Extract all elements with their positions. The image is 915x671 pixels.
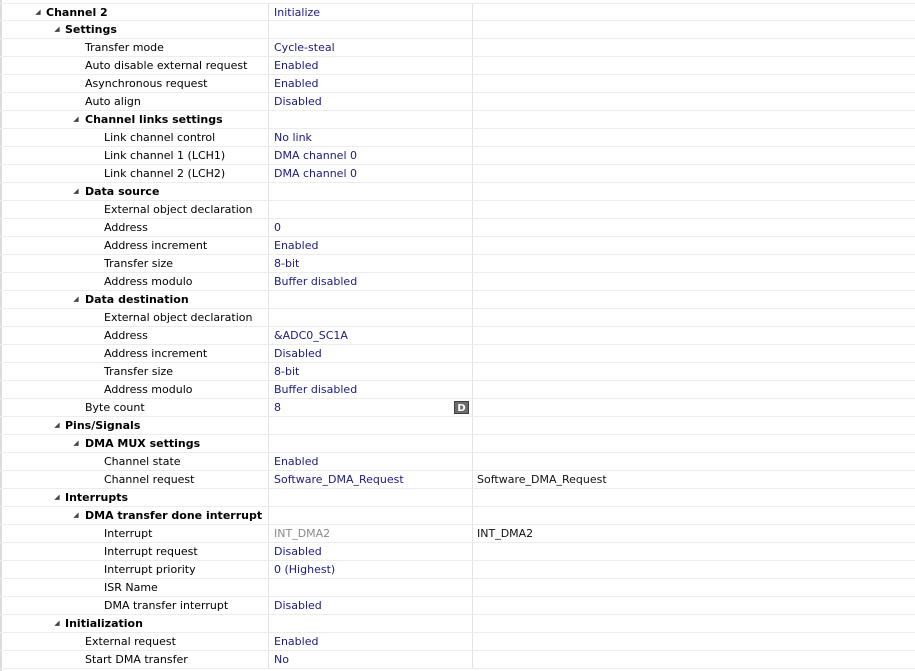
- property-value[interactable]: 8: [274, 401, 281, 414]
- property-value[interactable]: 8-bit: [274, 257, 300, 270]
- property-detail-cell: [472, 237, 915, 254]
- property-detail-cell: [472, 489, 915, 506]
- property-value[interactable]: Disabled: [274, 95, 322, 108]
- property-row[interactable]: [0, 651, 915, 669]
- property-detail-cell: [472, 147, 915, 164]
- property-detail-cell: [472, 543, 915, 560]
- property-detail: [472, 599, 477, 612]
- property-value[interactable]: DMA channel 0: [274, 149, 358, 162]
- property-row[interactable]: [0, 255, 915, 273]
- property-detail: [472, 6, 477, 19]
- property-name-cell: [0, 345, 267, 362]
- group-label: Initialization: [65, 617, 143, 630]
- property-value[interactable]: Enabled: [274, 77, 319, 90]
- property-label: Address increment: [104, 347, 208, 360]
- property-name-cell: [0, 237, 267, 254]
- property-detail: [472, 581, 477, 594]
- property-detail: [472, 95, 477, 108]
- property-value[interactable]: 8-bit: [274, 365, 300, 378]
- property-name-cell: [0, 183, 267, 200]
- group-label: DMA MUX settings: [85, 437, 201, 450]
- tree-group-row[interactable]: [0, 111, 915, 129]
- property-label: Transfer size: [104, 365, 174, 378]
- property-value[interactable]: &ADC0_SC1A: [274, 329, 348, 342]
- property-row[interactable]: [0, 57, 915, 75]
- property-name-cell: [0, 597, 267, 614]
- property-name-cell: [0, 21, 267, 38]
- property-value-cell[interactable]: [268, 543, 473, 560]
- property-label: Address modulo: [104, 275, 193, 288]
- property-name-cell: [0, 219, 267, 236]
- property-name-cell: [0, 651, 267, 668]
- property-value[interactable]: Buffer disabled: [274, 383, 358, 396]
- property-label: Auto align: [85, 95, 141, 108]
- property-label: Byte count: [85, 401, 145, 414]
- property-detail-cell: [472, 561, 915, 578]
- property-row[interactable]: [0, 561, 915, 579]
- expand-toggle-icon[interactable]: ◢: [73, 115, 79, 123]
- property-row[interactable]: [0, 579, 915, 597]
- property-name-cell: [0, 111, 267, 128]
- property-value[interactable]: [269, 113, 274, 126]
- property-detail: [472, 383, 477, 396]
- property-value[interactable]: 0: [274, 221, 281, 234]
- expand-toggle-icon[interactable]: ◢: [54, 619, 60, 627]
- property-detail: [472, 455, 477, 468]
- property-name-cell: [0, 201, 267, 218]
- property-detail-cell: [472, 183, 915, 200]
- expand-toggle-icon[interactable]: ◢: [73, 439, 79, 447]
- property-name-cell: [0, 381, 267, 398]
- property-label: Auto disable external request: [85, 59, 248, 72]
- tree-group-row[interactable]: [0, 21, 915, 39]
- property-label: Address: [104, 329, 148, 342]
- property-detail-cell: [472, 615, 915, 632]
- group-label: Channel 2: [46, 6, 108, 19]
- property-row[interactable]: [0, 363, 915, 381]
- property-label: Channel state: [104, 455, 181, 468]
- property-row[interactable]: [0, 219, 915, 237]
- property-row[interactable]: [0, 237, 915, 255]
- property-value-cell[interactable]: [268, 4, 473, 21]
- property-value[interactable]: Initialize: [274, 6, 321, 19]
- property-value-cell[interactable]: [268, 309, 473, 326]
- group-label: Interrupts: [65, 491, 129, 504]
- property-value-cell[interactable]: [268, 363, 473, 380]
- property-detail-cell: [472, 309, 915, 326]
- property-detail-cell: [472, 291, 915, 308]
- property-detail-cell: [472, 273, 915, 290]
- property-label: Address increment: [104, 239, 208, 252]
- property-value[interactable]: [269, 311, 274, 324]
- tree-group-row[interactable]: [0, 507, 915, 525]
- property-name-cell: [0, 291, 267, 308]
- property-value-cell[interactable]: [268, 219, 473, 236]
- group-label: DMA transfer done interrupt: [85, 509, 263, 522]
- property-value-cell[interactable]: [268, 255, 473, 272]
- property-detail-cell: [472, 579, 915, 596]
- property-detail-cell: [472, 255, 915, 272]
- property-name-cell: [0, 561, 267, 578]
- property-row[interactable]: [0, 147, 915, 165]
- property-name-cell: [0, 417, 267, 434]
- property-detail: [472, 329, 477, 342]
- property-name-cell: [0, 633, 267, 650]
- property-label: Start DMA transfer: [85, 653, 188, 666]
- property-value-cell[interactable]: [268, 237, 473, 254]
- property-value-cell[interactable]: [268, 165, 473, 182]
- property-label: Interrupt priority: [104, 563, 196, 576]
- expand-toggle-icon[interactable]: ◢: [54, 25, 60, 33]
- property-detail: [472, 59, 477, 72]
- property-detail-cell: [472, 201, 915, 218]
- property-detail-cell: [472, 39, 915, 56]
- property-label: Link channel 2 (LCH2): [104, 167, 226, 180]
- property-value[interactable]: [269, 23, 274, 36]
- property-name-cell: [0, 453, 267, 470]
- property-row[interactable]: [0, 399, 915, 417]
- property-label: External request: [85, 635, 176, 648]
- property-value[interactable]: Disabled: [274, 599, 322, 612]
- property-detail-cell: [472, 399, 915, 416]
- property-value[interactable]: [269, 509, 274, 522]
- property-value-cell[interactable]: [268, 579, 473, 596]
- property-row[interactable]: [0, 525, 915, 543]
- property-detail: [472, 437, 477, 450]
- property-detail-cell: [472, 525, 915, 542]
- property-detail: INT_DMA2: [477, 527, 534, 540]
- property-row[interactable]: [0, 309, 915, 327]
- property-value-cell[interactable]: [268, 129, 473, 146]
- property-name-cell: [0, 543, 267, 560]
- property-name-cell: [0, 327, 267, 344]
- property-detail-cell: [472, 4, 915, 21]
- property-name-cell: [0, 471, 267, 488]
- expand-toggle-icon[interactable]: ◢: [35, 8, 41, 16]
- property-name-cell: [0, 57, 267, 74]
- property-row[interactable]: [0, 201, 915, 219]
- group-label: Settings: [65, 23, 117, 36]
- property-name-cell: [0, 129, 267, 146]
- group-label: Data destination: [85, 293, 189, 306]
- property-detail: [472, 113, 477, 126]
- property-value[interactable]: Enabled: [274, 455, 319, 468]
- default-value-button[interactable]: D: [454, 401, 469, 414]
- property-name-cell: [0, 4, 267, 21]
- property-name-cell: [0, 489, 267, 506]
- property-label: ISR Name: [104, 581, 158, 594]
- property-detail: [472, 617, 477, 630]
- property-value-cell[interactable]: [268, 507, 473, 524]
- property-name-cell: [0, 435, 267, 452]
- property-detail-cell: [472, 633, 915, 650]
- property-value-cell[interactable]: [268, 57, 473, 74]
- property-value-cell[interactable]: [268, 93, 473, 110]
- property-value-cell[interactable]: [268, 39, 473, 56]
- property-name-cell: [0, 525, 267, 542]
- property-value-cell[interactable]: [268, 471, 473, 488]
- property-label: DMA transfer interrupt: [104, 599, 229, 612]
- property-detail: [472, 167, 477, 180]
- property-detail-cell: [472, 507, 915, 524]
- property-value-cell[interactable]: [268, 633, 473, 650]
- property-detail: [472, 239, 477, 252]
- property-grid: [0, 3, 915, 669]
- property-value-cell[interactable]: [268, 345, 473, 362]
- property-detail-cell: [472, 219, 915, 236]
- property-detail: [472, 257, 477, 270]
- property-detail: [472, 131, 477, 144]
- property-detail-cell: [472, 651, 915, 668]
- property-detail-cell: [472, 93, 915, 110]
- property-value-cell[interactable]: [268, 183, 473, 200]
- tree-group-row[interactable]: [0, 489, 915, 507]
- property-label: Transfer mode: [85, 41, 164, 54]
- property-value[interactable]: [269, 581, 274, 594]
- property-detail-cell: [472, 57, 915, 74]
- property-value[interactable]: [269, 617, 274, 630]
- property-detail-cell: [472, 75, 915, 92]
- property-detail: [472, 185, 477, 198]
- tree-group-row[interactable]: [0, 3, 915, 21]
- property-value[interactable]: Enabled: [274, 635, 319, 648]
- property-row[interactable]: [0, 453, 915, 471]
- property-detail: [472, 365, 477, 378]
- property-value-cell[interactable]: [268, 327, 473, 344]
- property-row[interactable]: [0, 273, 915, 291]
- property-name-cell: [0, 39, 267, 56]
- property-row[interactable]: [0, 93, 915, 111]
- property-row[interactable]: [0, 129, 915, 147]
- property-detail-cell: [472, 345, 915, 362]
- property-detail-cell: [472, 363, 915, 380]
- property-detail-cell: [472, 453, 915, 470]
- property-name-cell: [0, 363, 267, 380]
- property-value[interactable]: Software_DMA_Request: [274, 473, 404, 486]
- property-detail-cell: [472, 417, 915, 434]
- tree-group-row[interactable]: [0, 417, 915, 435]
- property-value[interactable]: Enabled: [274, 239, 319, 252]
- property-value[interactable]: [269, 437, 274, 450]
- property-value[interactable]: DMA channel 0: [274, 167, 358, 180]
- property-value[interactable]: [269, 491, 274, 504]
- property-detail-cell: [472, 111, 915, 128]
- property-label: External object declaration: [104, 311, 253, 324]
- tree-group-row[interactable]: [0, 183, 915, 201]
- property-detail-cell: [472, 327, 915, 344]
- property-detail: [472, 311, 477, 324]
- property-value[interactable]: Cycle-steal: [274, 41, 335, 54]
- property-value[interactable]: 0 (Highest): [274, 563, 336, 576]
- property-detail: [472, 221, 477, 234]
- property-value-cell[interactable]: [268, 489, 473, 506]
- property-detail-cell: [472, 597, 915, 614]
- property-value-cell[interactable]: [268, 597, 473, 614]
- property-name-cell: [0, 399, 267, 416]
- property-name-cell: [0, 165, 267, 182]
- property-label: Link channel 1 (LCH1): [104, 149, 226, 162]
- property-value[interactable]: No: [274, 653, 289, 666]
- property-detail: [472, 491, 477, 504]
- property-row[interactable]: [0, 471, 915, 489]
- group-label: Pins/Signals: [65, 419, 141, 432]
- property-detail: [472, 203, 477, 216]
- property-value-cell[interactable]: [268, 417, 473, 434]
- property-name-cell: [0, 507, 267, 524]
- property-label: Interrupt request: [104, 545, 198, 558]
- property-name-cell: [0, 147, 267, 164]
- property-label: Interrupt: [104, 527, 153, 540]
- property-detail: Software_DMA_Request: [477, 473, 607, 486]
- expand-toggle-icon[interactable]: ◢: [73, 511, 79, 519]
- property-name-cell: [0, 273, 267, 290]
- tree-group-row[interactable]: [0, 615, 915, 633]
- property-value-cell[interactable]: [268, 651, 473, 668]
- property-value[interactable]: [269, 419, 274, 432]
- tree-group-row[interactable]: [0, 291, 915, 309]
- property-detail: [472, 419, 477, 432]
- property-name-cell: [0, 309, 267, 326]
- group-label: Data source: [85, 185, 160, 198]
- property-detail: [472, 653, 477, 666]
- property-value[interactable]: No link: [274, 131, 312, 144]
- property-name-cell: [0, 579, 267, 596]
- expand-toggle-icon[interactable]: ◢: [73, 295, 79, 303]
- property-value-cell[interactable]: [268, 273, 473, 290]
- property-value-cell[interactable]: [268, 615, 473, 632]
- property-detail: [472, 401, 477, 414]
- property-row[interactable]: [0, 327, 915, 345]
- property-detail: [472, 563, 477, 576]
- property-value[interactable]: [269, 185, 274, 198]
- property-value-cell[interactable]: [268, 291, 473, 308]
- property-name-cell: [0, 93, 267, 110]
- property-label: Transfer size: [104, 257, 174, 270]
- property-detail: [472, 23, 477, 36]
- property-value-cell[interactable]: [268, 75, 473, 92]
- property-detail: [472, 149, 477, 162]
- property-value-cell[interactable]: [268, 525, 473, 542]
- property-row[interactable]: [0, 75, 915, 93]
- property-value-cell[interactable]: [268, 561, 473, 578]
- property-value[interactable]: INT_DMA2: [274, 527, 331, 540]
- property-label: Address: [104, 221, 148, 234]
- property-value[interactable]: Disabled: [274, 545, 322, 558]
- property-detail-cell: [472, 21, 915, 38]
- property-value-cell[interactable]: [268, 111, 473, 128]
- property-value-cell[interactable]: [268, 21, 473, 38]
- property-row[interactable]: [0, 165, 915, 183]
- property-value-cell[interactable]: [268, 453, 473, 470]
- property-name-cell: [0, 255, 267, 272]
- property-label: External object declaration: [104, 203, 253, 216]
- property-label: Channel request: [104, 473, 195, 486]
- property-value-cell[interactable]: [268, 381, 473, 398]
- property-row[interactable]: [0, 597, 915, 615]
- property-name-cell: [0, 75, 267, 92]
- property-row[interactable]: [0, 381, 915, 399]
- tree-group-row[interactable]: [0, 435, 915, 453]
- property-detail-cell: [472, 471, 915, 488]
- expand-toggle-icon[interactable]: ◢: [54, 493, 60, 501]
- property-detail-cell: [472, 129, 915, 146]
- property-value[interactable]: Enabled: [274, 59, 319, 72]
- property-value[interactable]: [269, 293, 274, 306]
- property-detail: [472, 275, 477, 288]
- property-detail: [472, 293, 477, 306]
- property-detail: [472, 347, 477, 360]
- property-row[interactable]: [0, 543, 915, 561]
- property-detail: [472, 635, 477, 648]
- property-value[interactable]: [269, 203, 274, 216]
- property-value-cell[interactable]: [268, 201, 473, 218]
- property-name-cell: [0, 615, 267, 632]
- property-value-cell[interactable]: [268, 147, 473, 164]
- property-detail: [472, 509, 477, 522]
- property-detail: [472, 41, 477, 54]
- property-label: Asynchronous request: [85, 77, 208, 90]
- property-detail-cell: [472, 435, 915, 452]
- property-row[interactable]: [0, 633, 915, 651]
- group-label: Channel links settings: [85, 113, 223, 126]
- property-value-cell[interactable]: [268, 399, 473, 416]
- property-detail: [472, 77, 477, 90]
- property-value-cell[interactable]: [268, 435, 473, 452]
- property-row[interactable]: [0, 39, 915, 57]
- property-value[interactable]: Buffer disabled: [274, 275, 358, 288]
- property-row[interactable]: [0, 345, 915, 363]
- property-label: Link channel control: [104, 131, 216, 144]
- property-detail: [472, 545, 477, 558]
- property-detail-cell: [472, 381, 915, 398]
- expand-toggle-icon[interactable]: ◢: [73, 187, 79, 195]
- property-value[interactable]: Disabled: [274, 347, 322, 360]
- property-detail-cell: [472, 165, 915, 182]
- expand-toggle-icon[interactable]: ◢: [54, 421, 60, 429]
- property-label: Address modulo: [104, 383, 193, 396]
